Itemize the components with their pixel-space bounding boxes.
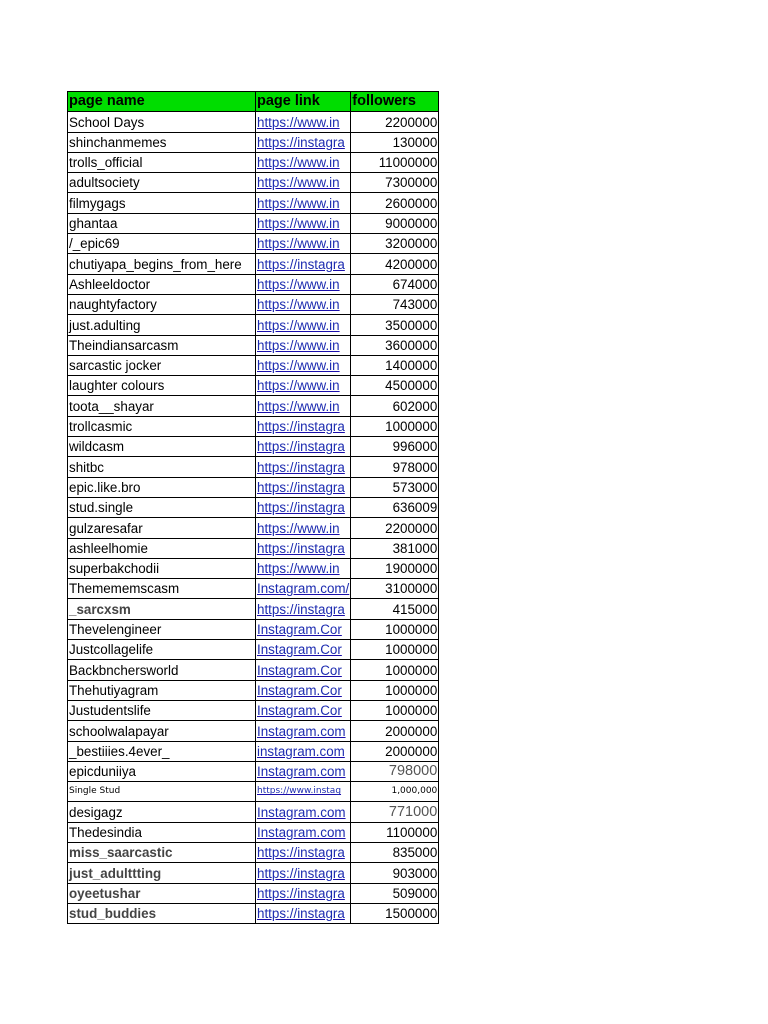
table-row [68,152,439,172]
page-name-cell[interactable]: Themememscasm [68,579,256,599]
page-link[interactable]: https://www.in [257,155,340,171]
page-name-cell[interactable]: stud.single [68,497,256,517]
table-row [68,721,439,741]
table-row [68,315,439,335]
followers-cell[interactable]: 996000 [351,437,439,457]
followers-cell[interactable]: 3200000 [351,234,439,254]
page-name-cell[interactable]: desigagz [68,802,256,822]
followers-cell[interactable]: 1900000 [351,558,439,578]
page-name-cell[interactable]: gulzaresafar [68,518,256,538]
page-name-cell[interactable]: chutiyapa_begins_from_here [68,254,256,274]
followers-cell[interactable]: 573000 [351,477,439,497]
page-link-cell[interactable] [256,802,351,822]
page-link[interactable]: https://instagra [257,256,345,272]
page-link-cell[interactable] [256,822,351,842]
page-link-cell[interactable] [256,680,351,700]
page-link[interactable]: https://www.in [257,114,340,130]
page-name-cell[interactable]: ashleelhomie [68,538,256,558]
table-row [68,782,439,802]
table-row [68,457,439,477]
table-row [68,518,439,538]
followers-cell[interactable]: 1100000 [351,822,439,842]
page-name-cell[interactable]: schoolwalapayar [68,721,256,741]
page-link-cell[interactable] [256,254,351,274]
header-page-name[interactable]: page name [68,92,256,112]
page-link[interactable]: https://www.in [257,398,340,414]
page-link[interactable]: https://www.in [257,236,340,252]
table-row [68,700,439,720]
followers-cell[interactable]: 674000 [351,274,439,294]
followers-cell[interactable]: 2600000 [351,193,439,213]
table-row [68,538,439,558]
followers-cell[interactable]: 743000 [351,294,439,314]
page-link[interactable]: https://www.in [257,337,340,353]
page-name-cell[interactable]: toota__shayar [68,396,256,416]
page-link[interactable]: instagram.com [257,743,345,759]
followers-cell[interactable]: 1,000,000 [351,782,439,802]
table-row [68,376,439,396]
page-link-cell[interactable] [256,497,351,517]
followers-cell[interactable]: 2200000 [351,112,439,132]
page-link-cell[interactable] [256,518,351,538]
page-link-cell[interactable] [256,152,351,172]
table-row [68,193,439,213]
table-row [68,680,439,700]
followers-cell[interactable]: 130000 [351,132,439,152]
page-link[interactable]: Instagram.com [257,723,346,739]
page-link[interactable]: https://instagra [257,845,345,861]
page-name-cell[interactable]: Single Stud [68,782,256,802]
table-row [68,254,439,274]
page-link[interactable]: https://www.in [257,561,340,577]
page-link[interactable]: https://instagra [257,500,345,516]
page-link-cell[interactable] [256,477,351,497]
page-name-cell[interactable]: Theindiansarcasm [68,335,256,355]
table-row [68,822,439,842]
page-link-cell[interactable] [256,741,351,761]
page-link-cell[interactable] [256,274,351,294]
table-row [68,883,439,903]
followers-cell[interactable]: 3100000 [351,579,439,599]
table-row [68,619,439,639]
table-row [68,132,439,152]
page-link[interactable]: https://www.in [257,175,340,191]
page-link[interactable]: https://instagra [257,439,345,455]
followers-cell[interactable]: 602000 [351,396,439,416]
table-row [68,842,439,862]
page-name-cell[interactable]: shitbc [68,457,256,477]
followers-cell[interactable]: 903000 [351,863,439,883]
page-link-cell[interactable] [256,761,351,781]
spreadsheet-table [67,91,439,924]
followers-cell[interactable]: 636009 [351,497,439,517]
page-link-cell[interactable] [256,903,351,923]
table-row [68,497,439,517]
page-name-cell[interactable]: Thedesindia [68,822,256,842]
page-link[interactable]: https://instagra [257,134,345,150]
table-row [68,863,439,883]
page-link[interactable]: https://www.in [257,317,340,333]
page-link[interactable]: Instagram.Cor [257,682,342,698]
followers-cell[interactable]: 1000000 [351,416,439,436]
table-row [68,802,439,822]
table-row [68,660,439,680]
page-link[interactable]: Instagram.Cor [257,703,342,719]
page-link-cell[interactable] [256,355,351,375]
table-row [68,396,439,416]
page-link-cell[interactable] [256,173,351,193]
followers-cell[interactable]: 509000 [351,883,439,903]
page-link[interactable]: https://www.in [257,297,340,313]
page-link-cell[interactable] [256,132,351,152]
page-link-cell[interactable] [256,538,351,558]
page-name-cell[interactable]: naughtyfactory [68,294,256,314]
followers-cell[interactable]: 4500000 [351,376,439,396]
page-link[interactable]: Instagram.com/ [257,581,350,597]
table-row [68,741,439,761]
page-link-cell[interactable] [256,619,351,639]
followers-cell[interactable]: 3600000 [351,335,439,355]
page-name-cell[interactable]: epicduniiya [68,761,256,781]
page-name-cell[interactable]: superbakchodii [68,558,256,578]
page-link-cell[interactable] [256,579,351,599]
table-row [68,274,439,294]
header-page-link[interactable]: page link [256,92,351,112]
followers-cell[interactable]: 11000000 [351,152,439,172]
page-link[interactable]: https://www.in [257,358,340,374]
followers-cell[interactable]: 771000 [351,802,439,822]
page-link[interactable]: Instagram.Cor [257,642,342,658]
page-link-cell[interactable] [256,294,351,314]
page-link-cell[interactable] [256,640,351,660]
table-row [68,903,439,923]
page-name-cell[interactable]: oyeetushar [68,883,256,903]
page-link[interactable]: https://instagra [257,885,345,901]
table-row [68,640,439,660]
table-row [68,599,439,619]
followers-cell[interactable]: 1000000 [351,640,439,660]
header-row [68,92,439,112]
page-name-cell[interactable]: School Days [68,112,256,132]
page-link-cell[interactable] [256,457,351,477]
page-link-cell[interactable] [256,193,351,213]
page-link-cell[interactable] [256,234,351,254]
page-link[interactable]: https://www.instag [257,786,342,797]
table-row [68,294,439,314]
followers-cell[interactable]: 835000 [351,842,439,862]
page-link[interactable]: https://instagra [257,540,345,556]
followers-cell[interactable]: 415000 [351,599,439,619]
page-link[interactable]: https://www.in [257,520,340,536]
table-row [68,761,439,781]
page-name-cell[interactable]: sarcastic jocker [68,355,256,375]
page-link-cell[interactable] [256,700,351,720]
page-name-cell[interactable]: adultsociety [68,173,256,193]
page-link[interactable]: Instagram.Cor [257,662,342,678]
followers-cell[interactable]: 9000000 [351,213,439,233]
page-name-cell[interactable]: trolls_official [68,152,256,172]
followers-cell[interactable]: 1000000 [351,619,439,639]
followers-cell[interactable]: 2000000 [351,741,439,761]
page-link-cell[interactable] [256,437,351,457]
page-name-cell[interactable]: laughter colours [68,376,256,396]
page-name-cell[interactable]: filmygags [68,193,256,213]
page-name-cell[interactable]: Ashleeldoctor [68,274,256,294]
page-link-cell[interactable] [256,396,351,416]
followers-cell[interactable]: 2200000 [351,518,439,538]
page-name-cell[interactable]: _bestiiies.4ever_ [68,741,256,761]
page-link-cell[interactable] [256,842,351,862]
table-row [68,437,439,457]
followers-cell[interactable]: 1000000 [351,680,439,700]
page-name-cell[interactable]: Justcollagelife [68,640,256,660]
followers-cell[interactable]: 381000 [351,538,439,558]
page-link[interactable]: Instagram.com [257,804,346,820]
page-name-cell[interactable]: Backbnchersworld [68,660,256,680]
page-name-cell[interactable]: just.adulting [68,315,256,335]
page-name-cell[interactable]: /_epic69 [68,234,256,254]
table-row [68,213,439,233]
page-link-cell[interactable] [256,335,351,355]
table-row [68,355,439,375]
page-link[interactable]: https://instagra [257,906,345,922]
page-name-cell[interactable]: _sarcxsm [68,599,256,619]
followers-cell[interactable]: 1400000 [351,355,439,375]
page-link[interactable]: https://instagra [257,479,345,495]
page-name-cell[interactable]: Thehutiyagram [68,680,256,700]
followers-cell[interactable]: 798000 [351,761,439,781]
page-name-cell[interactable]: Thevelengineer [68,619,256,639]
header-followers[interactable]: followers [351,92,439,112]
table-row [68,477,439,497]
table-row [68,558,439,578]
page-link[interactable]: https://instagra [257,459,345,475]
page-link[interactable]: https://instagra [257,865,345,881]
followers-cell[interactable]: 3500000 [351,315,439,335]
page-name-cell[interactable]: wildcasm [68,437,256,457]
table-row [68,234,439,254]
page-name-cell[interactable]: stud_buddies [68,903,256,923]
page-name-cell[interactable]: miss_saarcastic [68,842,256,862]
page-link[interactable]: https://instagra [257,601,345,617]
page-link-cell[interactable] [256,558,351,578]
page-link-cell[interactable] [256,376,351,396]
page-link[interactable]: https://www.in [257,276,340,292]
page-link-cell[interactable] [256,660,351,680]
page-link[interactable]: https://www.in [257,216,340,232]
page-link-cell[interactable] [256,213,351,233]
page-name-cell[interactable]: shinchanmemes [68,132,256,152]
page-link-cell[interactable] [256,883,351,903]
followers-cell[interactable]: 1500000 [351,903,439,923]
table-row [68,579,439,599]
page-link-cell[interactable] [256,863,351,883]
page-name-cell[interactable]: trollcasmic [68,416,256,436]
page-link[interactable]: Instagram.com [257,824,346,840]
table-row [68,173,439,193]
page-link[interactable]: https://www.in [257,195,340,211]
page-link[interactable]: https://www.in [257,378,340,394]
page-link-cell[interactable] [256,721,351,741]
table-row [68,416,439,436]
table-row [68,112,439,132]
table-row [68,335,439,355]
page-link-cell[interactable] [256,782,351,802]
followers-cell[interactable]: 1000000 [351,660,439,680]
followers-cell[interactable]: 4200000 [351,254,439,274]
page-link-cell[interactable] [256,315,351,335]
page-link[interactable]: Instagram.com [257,764,346,780]
followers-cell[interactable]: 978000 [351,457,439,477]
page-name-cell[interactable]: ghantaa [68,213,256,233]
page-name-cell[interactable]: just_adulttting [68,863,256,883]
page-name-cell[interactable]: epic.like.bro [68,477,256,497]
page-name-cell[interactable]: Justudentslife [68,700,256,720]
followers-cell[interactable]: 2000000 [351,721,439,741]
page-link-cell[interactable] [256,599,351,619]
page-link-cell[interactable] [256,112,351,132]
page-link[interactable]: Instagram.Cor [257,622,342,638]
page-link[interactable]: https://instagra [257,419,345,435]
page-link-cell[interactable] [256,416,351,436]
followers-cell[interactable]: 7300000 [351,173,439,193]
followers-cell[interactable]: 1000000 [351,700,439,720]
